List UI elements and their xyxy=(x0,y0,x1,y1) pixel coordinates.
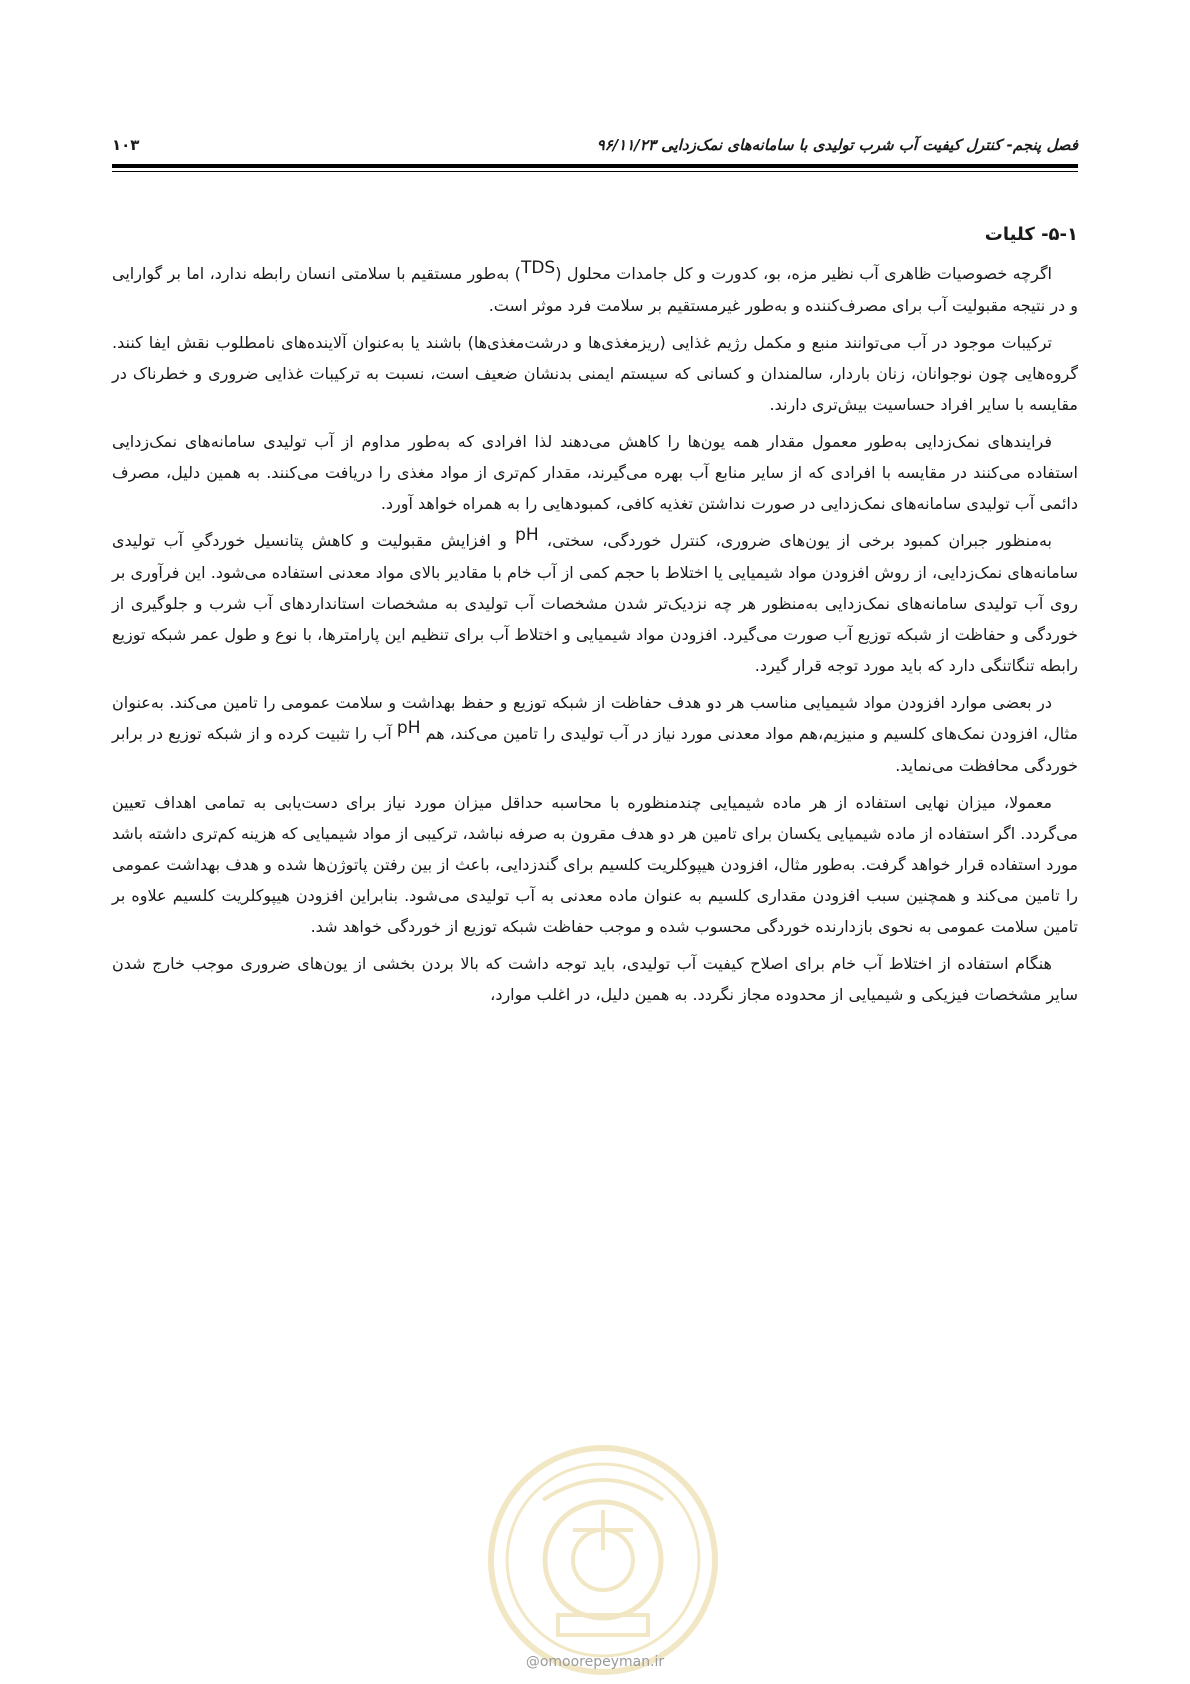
paragraph-5-after: آب را تثبیت کرده و از شبکه توزیع در برابر خوردگی محافظت می‌نماید. xyxy=(112,724,1078,775)
paragraph-4-before: به‌منظور جبران کمبود برخی از یون‌های ضروری، کنترل خوردگی، سختی، xyxy=(538,531,1052,550)
paragraph-5-before: در بعضی موارد افزودن مواد شیمیایی مناسب هر دو هدف حفاظت از شبکه توزیع و حفظ بهداشت و سلامت عمومی را تامین می‌کند. به‌عنوان مثال، افزودن نمک‌های کلسیم و منیزیم،هم مواد معدنی مورد نیاز در آب تولیدی را تامین می‌کند، هم xyxy=(112,693,1079,743)
main-content xyxy=(112,220,1078,1016)
paragraph-1 xyxy=(112,258,1078,321)
page-number: ۱۰۳ xyxy=(112,136,140,154)
term-tds: TDS xyxy=(520,258,556,278)
paragraph-6: معمولا، میزان نهایی استفاده از هر ماده شیمیایی چندمنظوره با محاسبه حداقل میزان مورد نیاز برای دست‌یابی به تمامی اهداف تعیین می‌گردد. اگر استفاده از ماده شیمیایی یکسان برای تامین هر دو هدف مقرون به صرفه نباشد، ترکیبی از مواد شیمیایی که هزینه کم‌تری داشته باشد مورد استفاده قرار خواهد گرفت. به‌طور مثال، افزودن هیپوکلریت کلسیم برای گندزدایی، باعث از بین رفتن پاتوژن‌ها شده و هدف بهداشت عمومی را تامین می‌کند و همچنین سبب افزودن مقداری کلسیم به عنوان ماده معدنی به آب تولیدی می‌شود. بنابراین افزودن هیپوکلریت کلسیم علاوه بر تامین سلامت عمومی به نحوی بازدارنده خوردگی محسوب شده و موجب حفاظت شبکه توزیع از خوردگی خواهد شد. xyxy=(112,793,1078,936)
header-rule-thin xyxy=(112,171,1078,172)
paragraph-4 xyxy=(112,525,1078,681)
paragraph-4-after: و افزایش مقبولیت و کاهش پتانسیل خوردگیِ آب تولیدی سامانه‌های نمک‌زدایی، از روش افزودن مواد شیمیایی یا اختلاط با حجم کمی از آب خام با مقادیر بالای مواد معدنی استفاده می‌شود. این فرآوری بر روی آب تولیدی سامانه‌های نمک‌زدایی به‌منظور هر چه نزدیک‌تر شدن مشخصات آب تولیدی به مشخصات استانداردهای آب شرب و جلوگیری از خوردگی و حفاظت از شبکه توزیع آب صورت می‌گیرد. افزودن مواد شیمیایی و اختلاط آب برای تنظیم این پارامترها، با نوع و طول عمر شبکه توزیع رابطه تنگاتنگی دارد که باید مورد توجه قرار گیرد. xyxy=(112,531,1078,675)
paragraph-2: ترکیبات موجود در آب می‌توانند منبع و مکمل رژیم غذایی (ریزمغذی‌ها و درشت‌مغذی‌ها) باشند یا به‌عنوان آلاینده‌های نامطلوب نقش ایفا کنند. گروه‌هایی چون نوجوانان، زنان باردار، سالمندان و کسانی که سیستم ایمنی بدنشان ضعیف است، نسبت به ترکیبات غذایی ضروری و خطرناک در مقایسه با سایر افراد حساسیت بیش‌تری دارند. xyxy=(112,333,1078,414)
paragraph-3: فرایندهای نمک‌زدایی به‌طور معمول مقدار همه یون‌ها را کاهش می‌دهند لذا افرادی که به‌طور مداوم از آب تولیدی سامانه‌های نمک‌زدایی استفاده می‌کنند در مقایسه با افرادی که از سایر منابع آب بهره می‌گیرند، مقدار کم‌تری از مواد مغذی را دریافت می‌کنند. به همین دلیل، مصرف دائمی آب تولیدی سامانه‌های نمک‌زدایی در صورت نداشتن تغذیه کافی، کمبودهایی را به همراه خواهد آورد. xyxy=(112,432,1078,513)
paragraph-7: هنگام استفاده از اختلاط آب خام برای اصلاح کیفیت آب تولیدی، باید توجه داشت که بالا بردن بخشی از یون‌های ضروری موجب خارج شدن سایر مشخصات فیزیکی و شیمیایی از محدوده مجاز نگردد. به همین دلیل، در اغلب موارد، xyxy=(112,954,1078,1004)
header-date: ۹۶/۱۱/۲۳ xyxy=(596,136,656,154)
watermark-seal-icon xyxy=(483,1440,723,1680)
running-header xyxy=(112,130,1078,160)
chapter-title: فصل پنجم- کنترل کیفیت آب شرب تولیدی با سامانه‌های نمک‌زدایی xyxy=(661,136,1078,154)
paragraph-5 xyxy=(112,687,1078,781)
header-rule-thick xyxy=(112,164,1078,168)
term-ph: pH xyxy=(515,525,539,545)
paragraph-1-before: اگرچه خصوصیات ظاهری آب نظیر مزه، بو، کدورت و کل جامدات محلول ( xyxy=(555,264,1053,283)
section-heading: ۵-۱- کلیات xyxy=(984,224,1078,245)
term-ph: pH xyxy=(396,718,421,738)
watermark-url: @omoorepeyman.ir xyxy=(525,1654,665,1670)
header-title-group xyxy=(581,130,1078,160)
paragraph-1-after: ) به‌طور مستقیم با سلامتی انسان رابطه ندارد، اما بر گوارایی و در نتیجه مقبولیت آب برای مصرف‌کننده و به‌طور غیرمستقیم بر سلامت فرد موثر است. xyxy=(112,264,1078,315)
